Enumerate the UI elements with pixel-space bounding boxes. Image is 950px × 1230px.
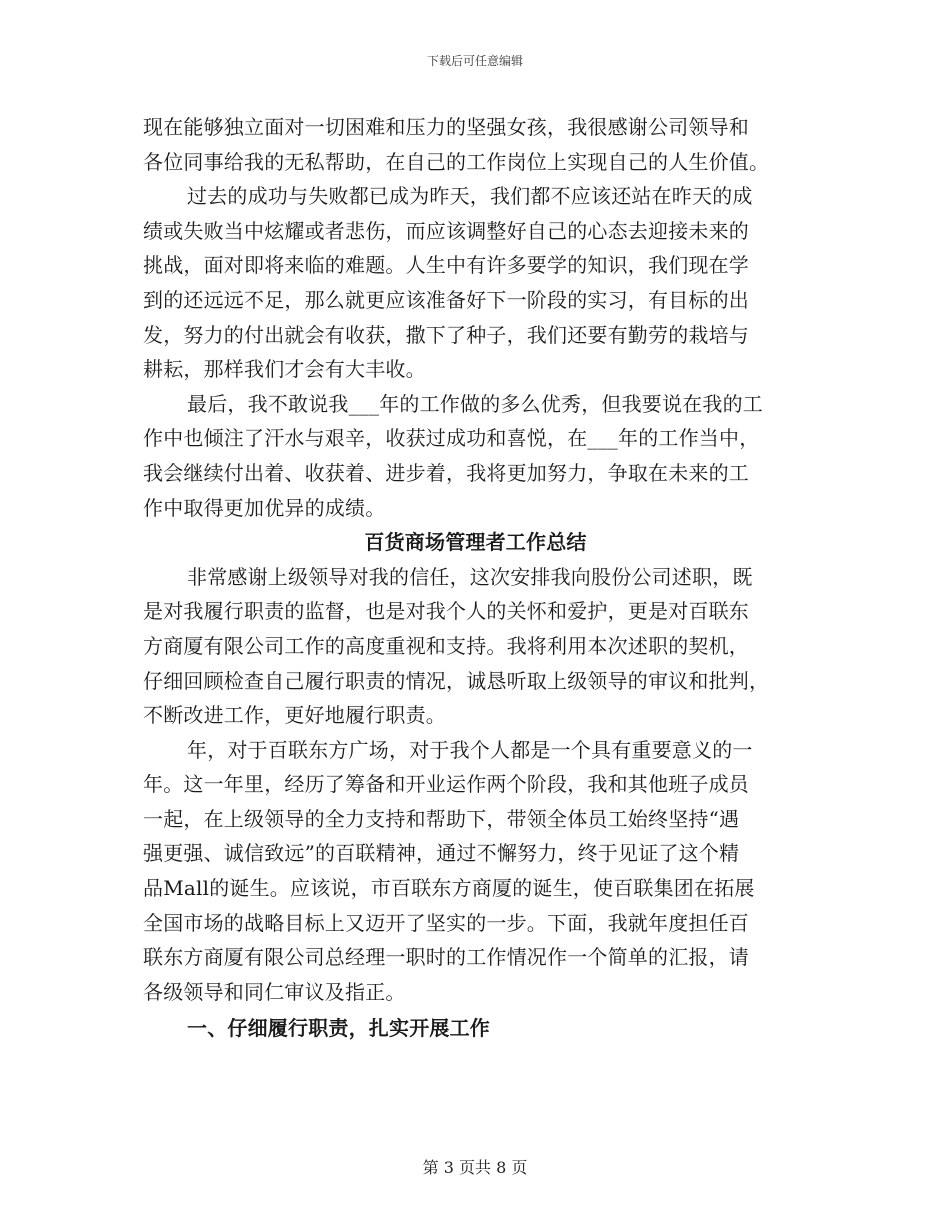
body-line: 年。这一年里，经历了筹备和开业运作两个阶段，我和其他班子成员 <box>143 772 749 797</box>
body-line: 作中取得更加优异的成绩。 <box>143 495 386 520</box>
body-line: 挑战，面对即将来临的难题。人生中有许多要学的知识，我们现在学 <box>143 253 749 278</box>
body-line: 不断改进工作，更好地履行职责。 <box>143 703 446 728</box>
body-line: 品Mall的诞生。应该说，市百联东方商厦的诞生，使百联集团在拓展 <box>143 876 755 901</box>
page-header-note: 下载后可任意编辑 <box>426 54 523 68</box>
body-line: 联东方商厦有限公司总经理一职时的工作情况作一个简单的汇报，请 <box>143 945 749 970</box>
paragraph-start-line: 非常感谢上级领导对我的信任，这次安排我向股份公司述职，既 <box>187 564 753 589</box>
paragraph-start-line: 最后，我不敢说我___年的工作做的多么优秀，但我要说在我的工 <box>187 391 763 416</box>
body-line: 发，努力的付出就会有收获，撒下了种子，我们还要有勤劳的栽培与 <box>143 322 749 347</box>
body-line: 强更强、诚信致远”的百联精神，通过不懈努力，终于见证了这个精 <box>143 841 740 866</box>
body-line: 耕耘，那样我们才会有大丰收。 <box>143 357 426 382</box>
section-heading: 一、仔细履行职责，扎实开展工作 <box>187 1016 490 1041</box>
body-line: 作中也倾注了汗水与艰辛，收获过成功和喜悦，在___年的工作当中， <box>143 426 760 451</box>
body-line: 各位同事给我的无私帮助，在自己的工作岗位上实现自己的人生价值。 <box>143 149 770 174</box>
document-body <box>143 110 808 1046</box>
body-line: 方商厦有限公司工作的高度重视和支持。我将利用本次述职的契机， <box>143 633 749 658</box>
body-line: 全国市场的战略目标上又迈开了坚实的一步。下面，我就年度担任百 <box>143 910 749 935</box>
body-line: 仔细回顾检查自己履行职责的情况，诚恳听取上级领导的审议和批判， <box>143 668 770 693</box>
body-line: 我会继续付出着、收获着、进步着，我将更加努力，争取在未来的工 <box>143 460 749 485</box>
paragraph-start-line: 过去的成功与失败都已成为昨天，我们都不应该还站在昨天的成 <box>187 184 753 209</box>
paragraph-start-line: 年，对于百联东方广场，对于我个人都是一个具有重要意义的一 <box>187 737 753 762</box>
article-title: 百货商场管理者工作总结 <box>364 530 587 555</box>
body-line: 到的还远远不足，那么就更应该准备好下一阶段的实习，有目标的出 <box>143 287 749 312</box>
body-line: 绩或失败当中炫耀或者悲伤，而应该调整好自己的心态去迎接未来的 <box>143 218 749 243</box>
body-line: 各级领导和同仁审议及指正。 <box>143 979 406 1004</box>
body-line: 是对我履行职责的监督，也是对我个人的关怀和爱护，更是对百联东 <box>143 599 749 624</box>
page-number: 第 3 页共 8 页 <box>422 1158 528 1177</box>
body-line: 现在能够独立面对一切困难和压力的坚强女孩，我很感谢公司领导和 <box>143 115 749 139</box>
body-line: 一起，在上级领导的全力支持和帮助下，带领全体员工始终坚持“遇 <box>143 806 740 831</box>
